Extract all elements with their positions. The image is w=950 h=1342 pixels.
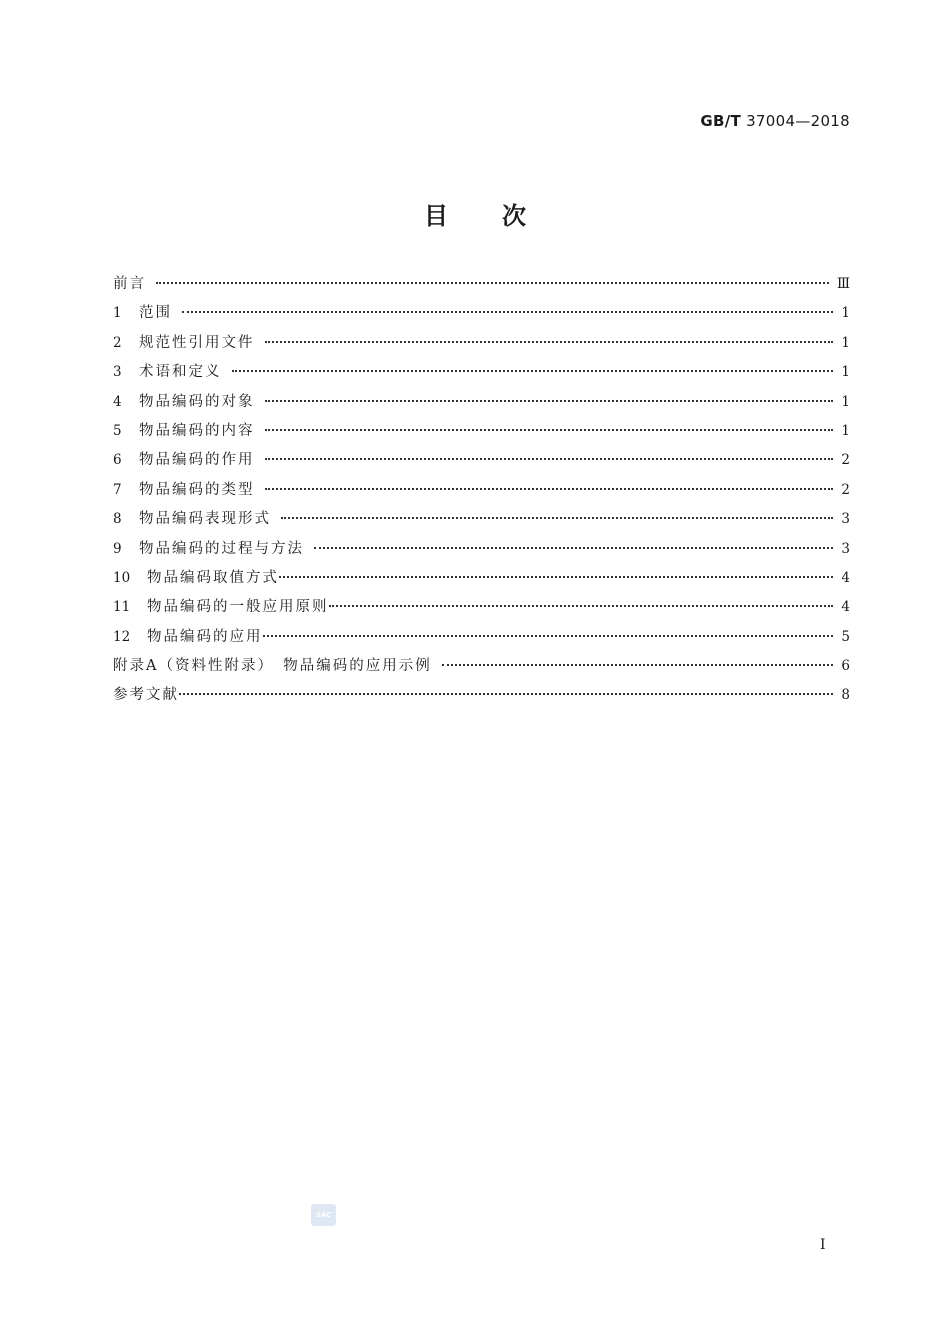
dot-leader (279, 575, 833, 578)
toc-entry-page: 1 (841, 305, 850, 322)
standard-code: GB/T (700, 112, 742, 130)
toc-entry-label: 物品编码的对象 (139, 393, 255, 410)
toc-entry-number: 2 (113, 334, 122, 351)
toc-entry-number: 6 (113, 452, 122, 469)
toc-entry-9[interactable] (113, 535, 850, 564)
toc-entry-label: 物品编码表现形式 (139, 511, 271, 528)
toc-entry-5[interactable] (113, 417, 850, 446)
toc-entry-4[interactable] (113, 388, 850, 417)
toc-entry-bibliography[interactable] (113, 681, 850, 710)
toc-entry-page: 1 (841, 364, 850, 381)
dot-leader (265, 340, 834, 343)
toc-entry-label: 附录A（资料性附录） 物品编码的应用示例 (113, 658, 432, 675)
dot-leader (182, 310, 833, 313)
toc-entry-label: 前言 (113, 276, 146, 292)
dot-leader (265, 457, 834, 460)
toc-entry-page: Ⅲ (836, 276, 850, 292)
toc-entry-number: 4 (113, 393, 122, 410)
toc-entry-number: 5 (113, 422, 122, 439)
toc-entry-10[interactable] (113, 564, 850, 593)
toc-entry-page: 6 (841, 658, 850, 675)
toc-entry-page: 1 (841, 334, 850, 351)
standard-header (700, 112, 850, 130)
toc-entry-label: 规范性引用文件 (139, 334, 255, 351)
toc-entry-label: 物品编码的应用 (147, 628, 263, 645)
toc-entry-page: 1 (841, 422, 850, 439)
page-title: 目次 (424, 202, 580, 230)
toc-entry-annex-a[interactable] (113, 652, 850, 681)
toc-entry-page: 5 (841, 628, 850, 645)
toc-entry-label: 物品编码的过程与方法 (139, 540, 304, 557)
toc-entry-label: 物品编码的一般应用原则 (147, 599, 329, 616)
toc-entry-label: 物品编码的类型 (139, 481, 255, 498)
dot-leader (156, 281, 829, 284)
toc-entry-label: 物品编码的内容 (139, 422, 255, 439)
toc-entry-7[interactable] (113, 476, 850, 505)
toc-entry-11[interactable] (113, 593, 850, 622)
toc-entry-page: 3 (841, 540, 850, 557)
toc-entry-number: 9 (113, 540, 122, 557)
toc-entry-page: 2 (841, 481, 850, 498)
toc-entry-page: 8 (841, 687, 850, 704)
toc-entry-label: 参考文献 (113, 687, 179, 704)
page-number: I (820, 1237, 826, 1253)
dot-leader (265, 487, 834, 490)
toc-entry-label: 物品编码的作用 (139, 452, 255, 469)
table-of-contents (113, 270, 850, 711)
dot-leader (263, 634, 834, 637)
dot-leader (179, 692, 833, 695)
toc-entry-number: 12 (113, 628, 131, 645)
toc-entry-number: 8 (113, 511, 122, 528)
dot-leader (314, 546, 833, 549)
toc-entry-number: 7 (113, 481, 122, 498)
toc-entry-6[interactable] (113, 446, 850, 475)
toc-entry-number: 10 (113, 569, 131, 586)
toc-entry-page: 1 (841, 393, 850, 410)
toc-entry-number: 1 (113, 305, 122, 322)
dot-leader (442, 663, 834, 666)
toc-entry-number: 11 (113, 599, 131, 616)
toc-entry-8[interactable] (113, 505, 850, 534)
toc-entry-page: 2 (841, 452, 850, 469)
sac-logo-watermark: SAC (311, 1204, 336, 1226)
toc-entry-2[interactable] (113, 329, 850, 358)
standard-number: 37004—2018 (746, 112, 850, 130)
dot-leader (265, 399, 834, 402)
toc-entry-page: 4 (841, 599, 850, 616)
toc-entry-12[interactable] (113, 623, 850, 652)
toc-entry-number: 3 (113, 364, 122, 381)
toc-entry-label: 术语和定义 (139, 364, 222, 381)
dot-leader (232, 369, 834, 372)
toc-entry-page: 4 (841, 569, 850, 586)
dot-leader (329, 604, 834, 607)
toc-entry-page: 3 (841, 511, 850, 528)
dot-leader (265, 428, 834, 431)
toc-entry-1[interactable] (113, 299, 850, 328)
toc-entry-label: 物品编码取值方式 (147, 569, 279, 586)
toc-entry-foreword[interactable] (113, 270, 850, 299)
toc-entry-3[interactable] (113, 358, 850, 387)
dot-leader (281, 516, 833, 519)
toc-entry-label: 范围 (139, 305, 172, 322)
